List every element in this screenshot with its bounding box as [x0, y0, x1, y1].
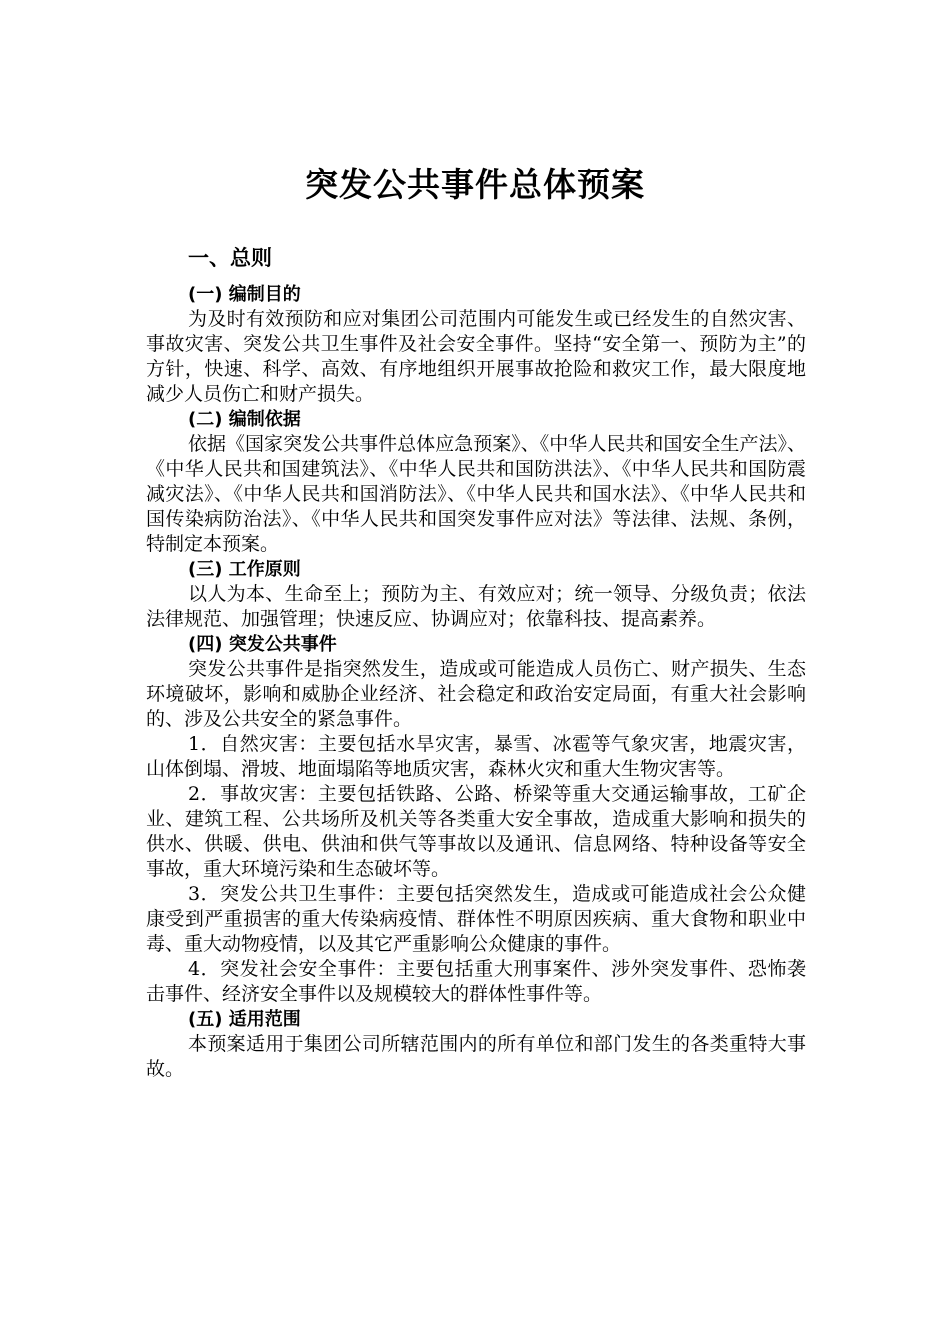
list-item-paragraph: 3．突发公共卫生事件：主要包括突然发生，造成或可能造成社会公众健康受到严重损害的重大传染病疫情、群体性不明原因疾病、重大食物和职业中毒、重大动物疫情，以及其它严重影响公众健康的事件。	[146, 883, 806, 955]
section-content	[146, 282, 806, 1082]
paragraph: 以人为本、生命至上；预防为主、有效应对；统一领导、分级负责；依法法律规范、加强管理；快速反应、协调应对；依靠科技、提高素养。	[146, 583, 806, 630]
paragraph: 突发公共事件是指突然发生，造成或可能造成人员伤亡、财产损失、生态环境破坏，影响和威胁企业经济、社会稳定和政治安定局面，有重大社会影响的、涉及公共安全的紧急事件。	[146, 658, 806, 730]
paragraph: 本预案适用于集团公司所辖范围内的所有单位和部门发生的各类重特大事故。	[146, 1033, 806, 1080]
subsection-heading: (二) 编制依据	[188, 409, 301, 430]
document-body	[146, 240, 806, 1082]
paragraph: 为及时有效预防和应对集团公司范围内可能发生或已经发生的自然灾害、事故灾害、突发公共卫生事件及社会安全事件。坚持“安全第一、预防为主”的方针，快速、科学、高效、有序地组织开展事故抢险和救灾工作，最大限度地减少人员伤亡和财产损失。	[146, 308, 806, 405]
list-item-paragraph: 4．突发社会安全事件：主要包括重大刑事案件、涉外突发事件、恐怖袭击事件、经济安全事件以及规模较大的群体性事件等。	[146, 958, 806, 1005]
subsection-heading: (四) 突发公共事件	[188, 634, 337, 655]
subsection-heading: (一) 编制目的	[188, 284, 301, 305]
subsection-heading: (五) 适用范围	[188, 1009, 301, 1030]
list-item-paragraph: 1．自然灾害：主要包括水旱灾害，暴雪、冰雹等气象灾害，地震灾害，山体倒塌、滑坡、地面塌陷等地质灾害，森林火灾和重大生物灾害等。	[146, 733, 806, 780]
section-heading: 一、总则	[188, 246, 272, 270]
list-item-paragraph: 2．事故灾害：主要包括铁路、公路、桥梁等重大交通运输事故，工矿企业、建筑工程、公共场所及机关等各类重大安全事故，造成重大影响和损失的供水、供暖、供电、供油和供气等事故以及通讯、信息网络、特种设备等安全事故，重大环境污染和生态破坏等。	[146, 783, 806, 880]
paragraph: 依据《国家突发公共事件总体应急预案》、《中华人民共和国安全生产法》、《中华人民共和国建筑法》、《中华人民共和国防洪法》、《中华人民共和国防震减灾法》、《中华人民共和国消防法》、《中华人民共和国水法》、《中华人民共和国传染病防治法》、《中华人民共和国突发事件应对法》等法律、法规、条例，特制定本预案。	[146, 433, 806, 555]
subsection-heading: (三) 工作原则	[188, 559, 301, 580]
document-title: 突发公共事件总体预案	[305, 165, 645, 204]
